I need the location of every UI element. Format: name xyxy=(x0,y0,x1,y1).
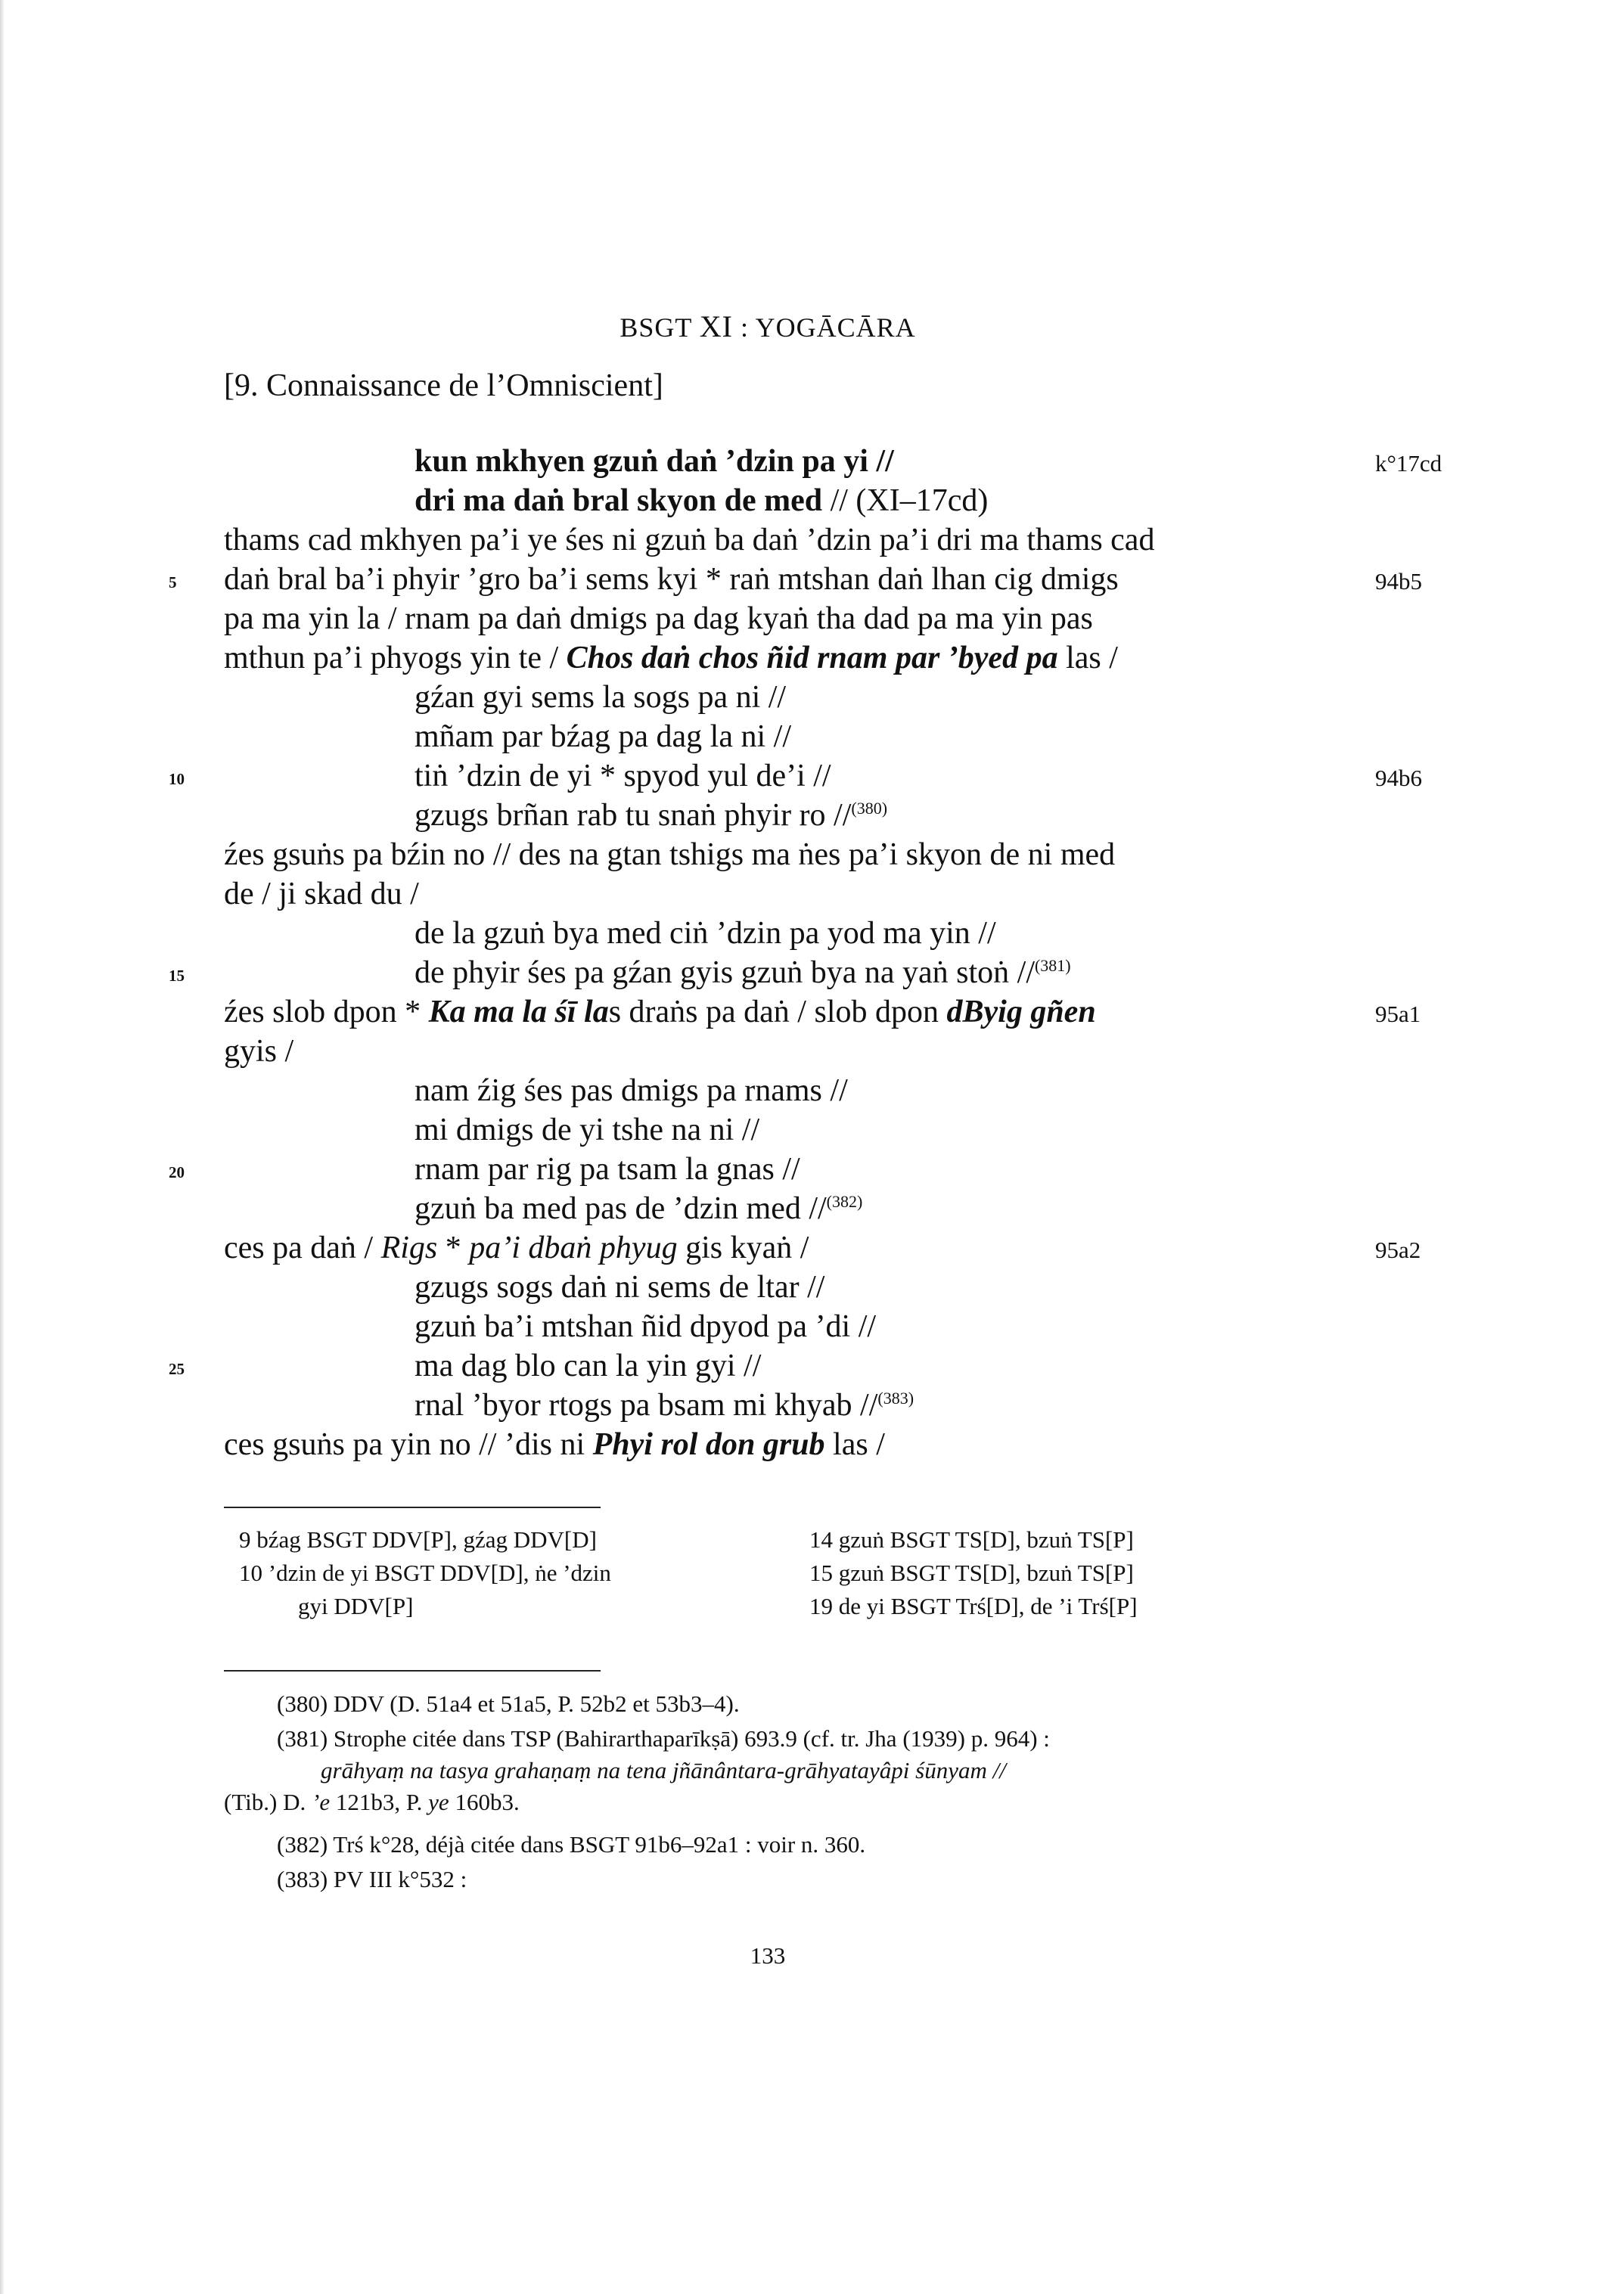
variant-note: 14 gzuṅ BSGT TS[D], bzuṅ TS[P] xyxy=(809,1526,1134,1553)
prose-line: mthun pa’i phyogs yin te / Chos daṅ chos ñid rnam par ’byed pa las / xyxy=(224,641,1118,675)
margin-ref: 94b5 xyxy=(1375,568,1422,594)
line-number: 10 xyxy=(169,770,185,788)
verse-line: dri ma daṅ bral skyon de med // (XI–17cd) xyxy=(415,483,989,518)
line-number: 20 xyxy=(169,1163,185,1181)
page-number: 133 xyxy=(750,1942,786,1969)
verse-line: rnal ’byor rtogs pa bsam mi khyab //$^{(383)}$ xyxy=(415,1388,914,1423)
line-number: 25 xyxy=(169,1360,185,1378)
prose-line: ces gsuṅs pa yin no // ’dis ni Phyi rol don grub las / xyxy=(224,1427,885,1462)
footnote-rule xyxy=(224,1670,601,1672)
verse-line: rnam par rig pa tsam la gnas // xyxy=(415,1152,800,1187)
footnote-ref: (383) xyxy=(877,1389,914,1408)
footnote-ref: (382) xyxy=(826,1192,863,1211)
margin-ref: 95a1 xyxy=(1375,1001,1421,1027)
footnote: (380) DDV (D. 51a4 et 51a5, P. 52b2 et 53b3–4). xyxy=(277,1690,740,1717)
prose-line: daṅ bral ba’i phyir ’gro ba’i sems kyi * raṅ mtshan daṅ lhan cig dmigs xyxy=(224,562,1119,597)
verse-line: ma dag blo can la yin gyi // xyxy=(415,1349,762,1383)
verse-line: gźan gyi sems la sogs pa ni // xyxy=(415,680,787,715)
verse-line: de phyir śes pa gźan gyis gzuṅ bya na yaṅ stoṅ //$^{(381)}$ xyxy=(415,955,1071,990)
line-number: 5 xyxy=(169,573,177,591)
section-title: [9. Connaissance de l’Omniscient] xyxy=(224,368,663,403)
prose-line: thams cad mkhyen pa’i ye śes ni gzuṅ ba daṅ ’dzin pa’i dri ma thams cad xyxy=(224,523,1155,557)
footnote-sanskrit: grāhyaṃ na tasya grahaṇaṃ na tena jñānântara-grāhyatayâpi śūnyam // xyxy=(321,1757,1006,1783)
footnote: (Tib.) D. ’e 121b3, P. ye 160b3. xyxy=(224,1789,520,1815)
verse-line: nam źig śes pas dmigs pa rnams // xyxy=(415,1073,848,1108)
footnote: (381) Strophe citée dans TSP (Bahirarthaparīkṣā) 693.9 (cf. tr. Jha (1939) p. 964) : xyxy=(277,1725,1050,1752)
verse-line: kun mkhyen gzuṅ daṅ ’dzin pa yi // xyxy=(415,444,894,479)
apparatus-rule xyxy=(224,1507,601,1508)
verse-line: mñam par bźag pa dag la ni // xyxy=(415,719,791,754)
line-number: 15 xyxy=(169,967,185,985)
prose-line: źes gsuṅs pa bźin no // des na gtan tshigs ma ṅes pa’i skyon de ni med xyxy=(224,837,1116,872)
variant-note: 9 bźag BSGT DDV[P], gźag DDV[D] xyxy=(239,1526,597,1553)
footnote: (383) PV III k°532 : xyxy=(277,1866,467,1892)
variant-note: 19 de yi BSGT Trś[D], de ’i Trś[P] xyxy=(809,1593,1138,1619)
variant-note: gyi DDV[P] xyxy=(298,1593,414,1619)
verse-line: de la gzuṅ bya med ciṅ ’dzin pa yod ma yin // xyxy=(415,916,996,951)
verse-line: tiṅ ’dzin de yi * spyod yul de’i // xyxy=(415,759,831,793)
margin-ref: 94b6 xyxy=(1375,765,1422,791)
verse-line: mi dmigs de yi tshe na ni // xyxy=(415,1113,760,1147)
variant-note: 15 gzuṅ BSGT TS[D], bzuṅ TS[P] xyxy=(809,1560,1134,1586)
prose-line: pa ma yin la / rnam pa daṅ dmigs pa dag kyaṅ tha dad pa ma yin pas xyxy=(224,601,1093,636)
margin-ref: k°17cd xyxy=(1375,450,1442,476)
verse-line: gzuṅ ba med pas de ’dzin med //$^{(382)}$ xyxy=(415,1191,863,1226)
running-header: BSGT XI : YOGĀCĀRA xyxy=(619,309,916,343)
verse-line: gzugs sogs daṅ ni sems de ltar // xyxy=(415,1270,825,1305)
prose-line: źes slob dpon * Ka ma la śī las draṅs pa daṅ / slob dpon dByig gñen xyxy=(224,995,1096,1029)
prose-line: gyis / xyxy=(224,1034,294,1069)
prose-line: ces pa daṅ / Rigs * pa’i dbaṅ phyug gis kyaṅ / xyxy=(224,1231,809,1265)
footnote-ref: (381) xyxy=(1034,956,1071,975)
variant-note: 10 ’dzin de yi BSGT DDV[D], ṅe ’dzin xyxy=(239,1560,611,1586)
verse-line: gzuṅ ba’i mtshan ñid dpyod pa ’di // xyxy=(415,1309,877,1344)
margin-ref: 95a2 xyxy=(1375,1237,1421,1263)
prose-line: de / ji skad du / xyxy=(224,877,419,911)
footnote: (382) Trś k°28, déjà citée dans BSGT 91b6–92a1 : voir n. 360. xyxy=(277,1831,866,1858)
footnote-ref: (380) xyxy=(851,799,888,818)
verse-line: gzugs brñan rab tu snaṅ phyir ro //$^{(380)}$ xyxy=(415,798,888,833)
